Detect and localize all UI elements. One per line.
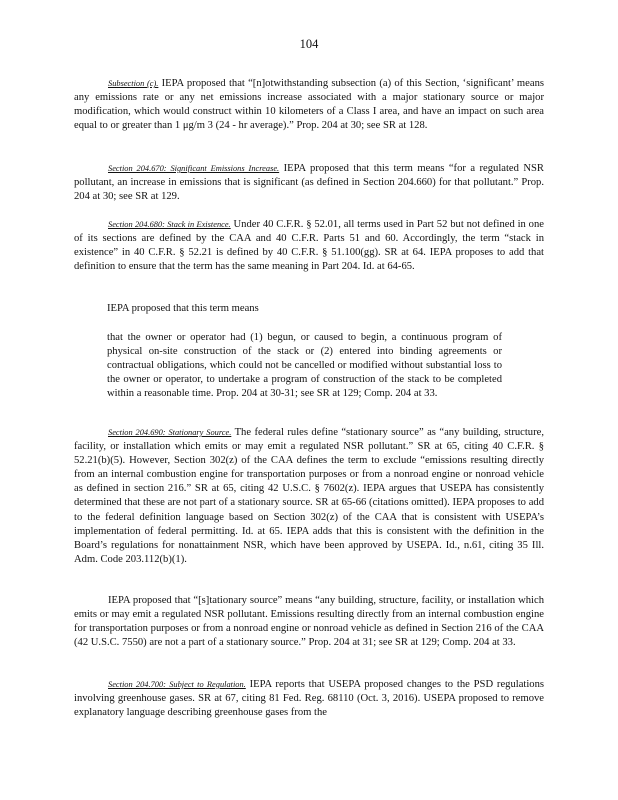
paragraph-text: IEPA proposed that “[s]tationary source” means “any building, structure, facility, or installation which emits or may emit a regulated NSR pollutant. Emissions resulting directly from an internal combustion engine for transportation purposes or from a nonroad engine or nonroad vehicle as defined in Section 216 of the CAA (42 U.S.C. 7550) are not a part of a stationary source.” Prop. 204 at 31; see SR at 129; Comp. 204 at 33.	[74, 595, 544, 649]
paragraph-stationary-source	[74, 426, 544, 567]
paragraph-heading: Section 204.670: Significant Emissions Increase.	[108, 164, 280, 173]
paragraph-text: Under 40 C.F.R. § 52.01, all terms used in Part 52 but not defined in one of its sections are defined by the CAA and 40 C.F.R. Parts 51 and 60. Accordingly, the term “stack in existence” in 40 C.F.R. § 52.21 is defined by 40 C.F.R. § 51.100(gg). SR at 64. IEPA proposes to add that definition to ensure that the term has the same meaning in Part 204. Id. at 64-65.	[74, 219, 544, 273]
paragraph-significant-emissions-increase	[74, 162, 544, 204]
page-number: 104	[299, 37, 319, 51]
paragraph-heading: Section 204.690: Stationary Source.	[108, 428, 232, 437]
quote-intro: IEPA proposed that this term means	[107, 303, 259, 314]
paragraph-text: IEPA proposed that this term means “for a regulated NSR pollutant, an increase in emissions that is significant (as defined in Section 204.660) for that pollutant.” Prop. 204 at 30; see SR at 129.	[74, 163, 544, 203]
block-quote: that the owner or operator had (1) begun, or caused to begin, a continuous program of physical on-site construction of the stack or (2) entered into binding agreements or contractual obligations, which could not be cancelled or modified without substantial loss to the owner or operator, to undertake a program of construction of the stack to be completed within a reasonable time. Prop. 204 at 30-31; see SR at 129; Comp. 204 at 33.	[107, 332, 502, 400]
paragraph-heading: Subsection (c).	[108, 79, 159, 88]
paragraph-stack-in-existence	[74, 218, 544, 274]
paragraph-heading: Section 204.680: Stack in Existence.	[108, 220, 231, 229]
paragraph-text: IEPA proposed that “[n]otwithstanding subsection (a) of this Section, ‘significant’ means any emissions rate or any net emissions increase associated with a major stationary source or major modification, which would construct within 10 kilometers of a Class I area, and have an impact on such area equal to or greater than 1 μg/m 3 (24 - hr average).” Prop. 204 at 30; see SR at 128.	[74, 78, 544, 132]
paragraph-subject-to-regulation	[74, 678, 544, 720]
paragraph-subsection-c	[74, 77, 544, 133]
paragraph-heading: Section 204.700: Subject to Regulation.	[108, 680, 246, 689]
paragraph-text: IEPA reports that USEPA proposed changes to the PSD regulations involving greenhouse gases. SR at 67, citing 81 Fed. Reg. 68110 (Oct. 3, 2016). USEPA proposed to remove explanatory language describing greenhouse gases from the	[74, 679, 545, 719]
paragraph-text: The federal rules define “stationary source” as “any building, structure, facility, or installation which emits or may emit a regulated NSR pollutant.” SR at 65, citing 40 C.F.R. § 52.21(b)(5). However, Section 302(z) of the CAA defines the term to exclude “emissions resulting directly from an internal combustion engine for transportation purposes or from a nonroad engine or nonroad vehicle as defined in section 216.” SR at 65, citing 42 U.S.C. § 7602(z). IEPA argues that USEPA has consistently determined that these are not part of a stationary source. SR at 65-66 (citations omitted). IEPA proposes to add to the federal definition language based on Section 302(z) of the CAA that is consistent with USEPA’s implementation of federal permitting. Id. at 65. IEPA adds that this is consistent with the definition in the Board’s regulations for nonattainment NSR, which have been approved by USEPA. Id., n.61, citing 35 Ill. Adm. Code 203.112(b)(1).	[74, 427, 544, 565]
paragraph-stationary-source-definition	[74, 594, 544, 650]
